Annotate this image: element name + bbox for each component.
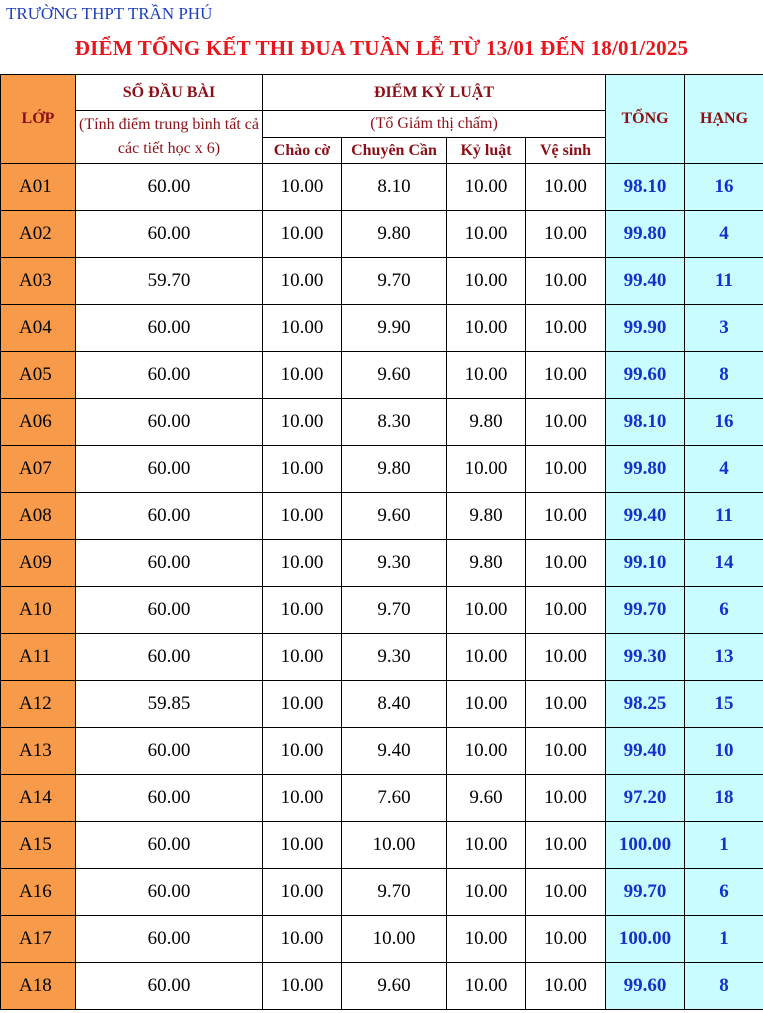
cell-lop: A13	[1, 728, 76, 775]
cell-hang: 10	[685, 728, 763, 775]
cell-tong: 100.00	[606, 916, 685, 963]
header-tong: TỔNG	[606, 75, 685, 164]
cell-sodaubai: 60.00	[76, 211, 263, 258]
cell-hang: 1	[685, 822, 763, 869]
cell-lop: A12	[1, 681, 76, 728]
cell-hang: 14	[685, 540, 763, 587]
cell-chaoco: 10.00	[263, 164, 342, 211]
cell-chaoco: 10.00	[263, 211, 342, 258]
cell-kyluat: 10.00	[447, 869, 526, 916]
cell-vesinh: 10.00	[526, 822, 606, 869]
cell-tong: 100.00	[606, 822, 685, 869]
cell-hang: 16	[685, 164, 763, 211]
cell-vesinh: 10.00	[526, 634, 606, 681]
table-row	[1, 352, 763, 399]
cell-chaoco: 10.00	[263, 916, 342, 963]
cell-vesinh: 10.00	[526, 211, 606, 258]
table-row	[1, 399, 763, 446]
header-hang: HẠNG	[685, 75, 763, 164]
cell-sodaubai: 60.00	[76, 540, 263, 587]
cell-tong: 99.60	[606, 352, 685, 399]
cell-chuyencan: 9.40	[342, 728, 447, 775]
cell-chaoco: 10.00	[263, 869, 342, 916]
cell-lop: A15	[1, 822, 76, 869]
cell-kyluat: 10.00	[447, 681, 526, 728]
cell-lop: A10	[1, 587, 76, 634]
cell-lop: A08	[1, 493, 76, 540]
cell-chuyencan: 8.10	[342, 164, 447, 211]
cell-sodaubai: 60.00	[76, 305, 263, 352]
cell-kyluat: 10.00	[447, 305, 526, 352]
cell-hang: 11	[685, 258, 763, 305]
cell-kyluat: 10.00	[447, 963, 526, 1010]
cell-lop: A07	[1, 446, 76, 493]
cell-vesinh: 10.00	[526, 587, 606, 634]
header-lop: LỚP	[1, 75, 76, 164]
cell-chaoco: 10.00	[263, 634, 342, 681]
cell-chuyencan: 8.30	[342, 399, 447, 446]
table-row	[1, 493, 763, 540]
cell-hang: 6	[685, 869, 763, 916]
table-row	[1, 587, 763, 634]
cell-sodaubai: 60.00	[76, 399, 263, 446]
cell-vesinh: 10.00	[526, 775, 606, 822]
cell-sodaubai: 60.00	[76, 775, 263, 822]
cell-hang: 6	[685, 587, 763, 634]
cell-chaoco: 10.00	[263, 305, 342, 352]
cell-tong: 98.10	[606, 164, 685, 211]
cell-tong: 99.40	[606, 728, 685, 775]
cell-lop: A18	[1, 963, 76, 1010]
table-row	[1, 211, 763, 258]
cell-chuyencan: 8.40	[342, 681, 447, 728]
cell-hang: 1	[685, 916, 763, 963]
cell-vesinh: 10.00	[526, 728, 606, 775]
table-row	[1, 963, 763, 1010]
cell-kyluat: 9.80	[447, 399, 526, 446]
cell-sodaubai: 59.85	[76, 681, 263, 728]
table-row	[1, 305, 763, 352]
table-row	[1, 258, 763, 305]
cell-lop: A01	[1, 164, 76, 211]
cell-sodaubai: 60.00	[76, 634, 263, 681]
cell-chaoco: 10.00	[263, 681, 342, 728]
cell-tong: 97.20	[606, 775, 685, 822]
cell-vesinh: 10.00	[526, 963, 606, 1010]
cell-chaoco: 10.00	[263, 399, 342, 446]
header-chaoco: Chào cờ	[263, 138, 342, 164]
cell-tong: 98.10	[606, 399, 685, 446]
cell-chuyencan: 9.80	[342, 446, 447, 493]
cell-hang: 18	[685, 775, 763, 822]
cell-chaoco: 10.00	[263, 258, 342, 305]
cell-vesinh: 10.00	[526, 493, 606, 540]
cell-hang: 13	[685, 634, 763, 681]
cell-tong: 98.25	[606, 681, 685, 728]
cell-hang: 8	[685, 352, 763, 399]
table-row	[1, 681, 763, 728]
cell-hang: 3	[685, 305, 763, 352]
cell-tong: 99.70	[606, 869, 685, 916]
cell-hang: 4	[685, 446, 763, 493]
cell-tong: 99.80	[606, 446, 685, 493]
cell-chuyencan: 9.70	[342, 869, 447, 916]
cell-chaoco: 10.00	[263, 493, 342, 540]
cell-tong: 99.90	[606, 305, 685, 352]
cell-vesinh: 10.00	[526, 540, 606, 587]
header-kyluat: ĐIỂM KỶ LUẬT	[263, 75, 606, 111]
cell-kyluat: 10.00	[447, 211, 526, 258]
header-sodaubai: SỔ ĐẦU BÀI	[76, 75, 263, 111]
cell-lop: A16	[1, 869, 76, 916]
table-row	[1, 775, 763, 822]
cell-chuyencan: 9.70	[342, 258, 447, 305]
cell-tong: 99.40	[606, 493, 685, 540]
cell-sodaubai: 60.00	[76, 446, 263, 493]
cell-chaoco: 10.00	[263, 352, 342, 399]
cell-chuyencan: 9.30	[342, 540, 447, 587]
cell-sodaubai: 60.00	[76, 728, 263, 775]
cell-hang: 15	[685, 681, 763, 728]
cell-chaoco: 10.00	[263, 775, 342, 822]
cell-kyluat: 9.80	[447, 493, 526, 540]
cell-sodaubai: 60.00	[76, 869, 263, 916]
cell-chuyencan: 9.60	[342, 352, 447, 399]
cell-chuyencan: 9.70	[342, 587, 447, 634]
cell-vesinh: 10.00	[526, 869, 606, 916]
table-body	[1, 164, 763, 1010]
cell-tong: 99.40	[606, 258, 685, 305]
cell-sodaubai: 60.00	[76, 916, 263, 963]
header-kyluat-sub: Kỷ luật	[447, 138, 526, 164]
cell-kyluat: 10.00	[447, 164, 526, 211]
cell-sodaubai: 60.00	[76, 164, 263, 211]
table-row	[1, 164, 763, 211]
cell-kyluat: 9.60	[447, 775, 526, 822]
table-row	[1, 728, 763, 775]
cell-sodaubai: 60.00	[76, 822, 263, 869]
cell-tong: 99.70	[606, 587, 685, 634]
header-vesinh: Vệ sinh	[526, 138, 606, 164]
cell-tong: 99.10	[606, 540, 685, 587]
cell-kyluat: 9.80	[447, 540, 526, 587]
cell-chaoco: 10.00	[263, 446, 342, 493]
table-row	[1, 916, 763, 963]
cell-hang: 11	[685, 493, 763, 540]
cell-lop: A06	[1, 399, 76, 446]
cell-tong: 99.80	[606, 211, 685, 258]
cell-vesinh: 10.00	[526, 352, 606, 399]
cell-kyluat: 10.00	[447, 822, 526, 869]
cell-lop: A05	[1, 352, 76, 399]
cell-sodaubai: 60.00	[76, 493, 263, 540]
cell-chuyencan: 9.90	[342, 305, 447, 352]
header-kyluat-note: (Tổ Giám thị chấm)	[263, 111, 606, 138]
cell-lop: A03	[1, 258, 76, 305]
cell-sodaubai: 60.00	[76, 352, 263, 399]
cell-tong: 99.30	[606, 634, 685, 681]
cell-chuyencan: 9.30	[342, 634, 447, 681]
cell-vesinh: 10.00	[526, 399, 606, 446]
cell-chuyencan: 9.60	[342, 963, 447, 1010]
cell-hang: 16	[685, 399, 763, 446]
cell-lop: A14	[1, 775, 76, 822]
cell-hang: 4	[685, 211, 763, 258]
cell-chuyencan: 7.60	[342, 775, 447, 822]
table-row	[1, 869, 763, 916]
cell-vesinh: 10.00	[526, 681, 606, 728]
cell-chaoco: 10.00	[263, 822, 342, 869]
cell-kyluat: 10.00	[447, 728, 526, 775]
cell-sodaubai: 60.00	[76, 587, 263, 634]
cell-chuyencan: 10.00	[342, 916, 447, 963]
cell-lop: A04	[1, 305, 76, 352]
cell-lop: A09	[1, 540, 76, 587]
school-name: TRƯỜNG THPT TRẦN PHÚ	[6, 4, 213, 23]
cell-vesinh: 10.00	[526, 305, 606, 352]
table-row	[1, 822, 763, 869]
cell-lop: A11	[1, 634, 76, 681]
cell-chuyencan: 9.60	[342, 493, 447, 540]
cell-sodaubai: 59.70	[76, 258, 263, 305]
cell-chaoco: 10.00	[263, 728, 342, 775]
cell-chuyencan: 9.80	[342, 211, 447, 258]
cell-kyluat: 10.00	[447, 587, 526, 634]
table-row	[1, 446, 763, 493]
cell-kyluat: 10.00	[447, 446, 526, 493]
cell-lop: A02	[1, 211, 76, 258]
cell-kyluat: 10.00	[447, 916, 526, 963]
cell-kyluat: 10.00	[447, 352, 526, 399]
cell-vesinh: 10.00	[526, 258, 606, 305]
page-title: ĐIỂM TỔNG KẾT THI ĐUA TUẦN LỄ TỪ 13/01 ĐẾN 18/01/2025	[74, 36, 689, 60]
cell-kyluat: 10.00	[447, 258, 526, 305]
cell-sodaubai: 60.00	[76, 963, 263, 1010]
cell-chaoco: 10.00	[263, 963, 342, 1010]
header-chuyencan: Chuyên Cần	[342, 138, 447, 164]
cell-hang: 8	[685, 963, 763, 1010]
header-sodaubai-note: (Tính điểm trung bình tất cả các tiết học x 6)	[76, 111, 263, 164]
cell-chaoco: 10.00	[263, 540, 342, 587]
cell-vesinh: 10.00	[526, 164, 606, 211]
cell-chaoco: 10.00	[263, 587, 342, 634]
cell-lop: A17	[1, 916, 76, 963]
cell-kyluat: 10.00	[447, 634, 526, 681]
table-row	[1, 540, 763, 587]
table-row	[1, 634, 763, 681]
cell-chuyencan: 10.00	[342, 822, 447, 869]
cell-vesinh: 10.00	[526, 916, 606, 963]
score-table	[0, 74, 763, 1010]
cell-vesinh: 10.00	[526, 446, 606, 493]
cell-tong: 99.60	[606, 963, 685, 1010]
